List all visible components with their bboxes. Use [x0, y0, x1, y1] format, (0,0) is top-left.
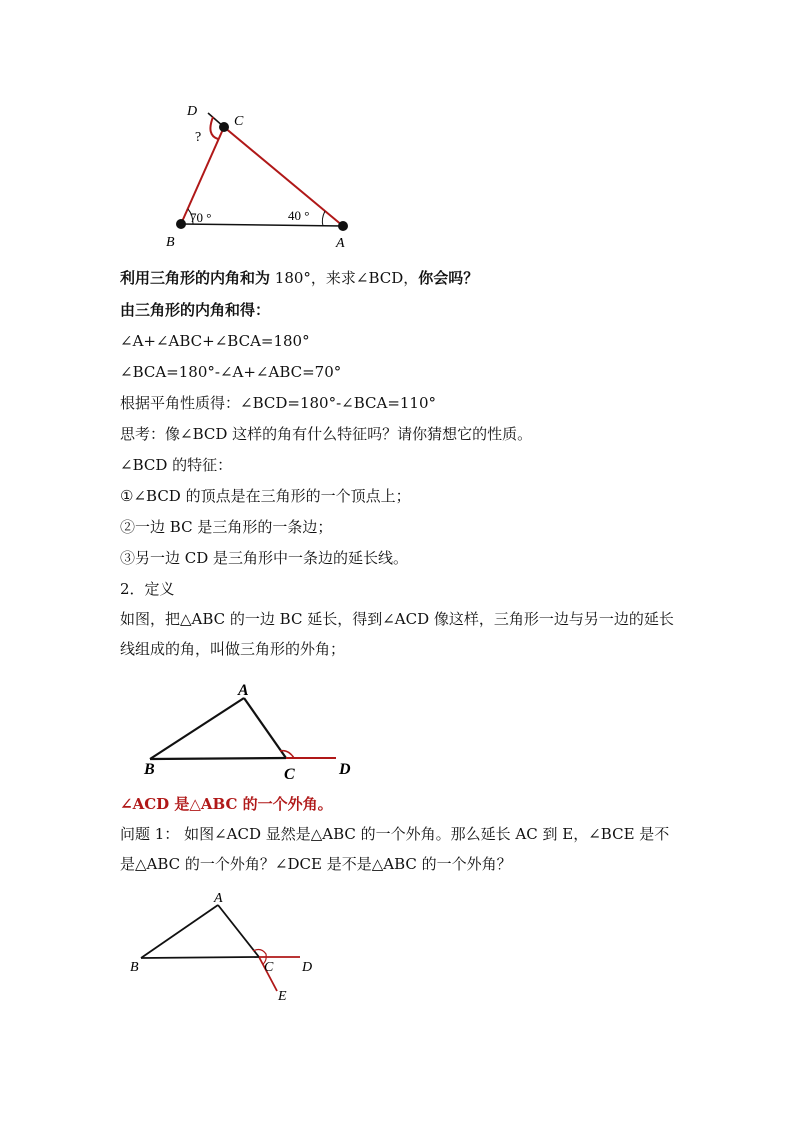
section-definition: 2．定义 — [120, 580, 175, 598]
feature-heading: ∠BCD 的特征： — [120, 456, 233, 474]
angle-arc-a — [322, 211, 325, 226]
label-angle-b: 70 ° — [190, 210, 212, 225]
think-prompt: 思考：像∠BCD 这样的角有什么特征吗？请你猜想它的性质。 — [120, 425, 533, 443]
label-angle-a: 40 ° — [288, 208, 310, 223]
feature-3: ③另一边 CD 是三角形中一条边的延长线。 — [120, 549, 409, 567]
exterior-angle-statement: ∠ACD 是△ABC 的一个外角。 — [120, 795, 333, 813]
vertex-c-dot — [219, 122, 229, 132]
label-question: ? — [195, 130, 202, 145]
triangle-figure-1 — [160, 95, 380, 255]
label-d: D — [187, 104, 198, 119]
problem-1: 问题 1： 如图∠ACD 显然是△ABC 的一个外角。那么延长 AC 到 E，∠BCE 是不是△ABC 的一个外角？∠DCE 是不是△ABC 的一个外角？ — [120, 825, 670, 873]
label-d: D — [339, 761, 351, 778]
feature-2: ②一边 BC 是三角形的一条边； — [120, 518, 333, 536]
feature-1: ①∠BCD 的顶点是在三角形的一个顶点上； — [120, 487, 411, 505]
question-bold-1: 利用三角形的内角和为 — [120, 269, 271, 287]
question-line — [120, 268, 478, 288]
label-e: E — [278, 989, 287, 1004]
equation-1: ∠A+∠ABC+∠BCA=180° — [120, 332, 310, 350]
label-c: C — [264, 960, 274, 975]
definition-paragraph: 如图，把△ABC 的一边 BC 延长，得到∠ACD 像这样，三角形一边与另一边的延长线组成的角，叫做三角形的外角； — [120, 610, 674, 658]
vertex-a-dot — [338, 221, 348, 231]
question-bold-2: 你会吗？ — [418, 269, 479, 287]
label-c: C — [234, 114, 244, 129]
segment-ba — [141, 905, 218, 958]
label-a: A — [238, 682, 249, 699]
segment-bc — [150, 758, 286, 759]
label-b: B — [130, 960, 139, 975]
label-b: B — [144, 761, 155, 778]
segment-ba — [150, 698, 244, 759]
triangle-figure-3 — [125, 888, 335, 1008]
label-a: A — [214, 891, 223, 906]
equation-2: ∠BCA=180°-∠A+∠ABC=70° — [120, 363, 342, 381]
vertex-b-dot — [176, 219, 186, 229]
label-a: A — [336, 236, 345, 251]
segment-ac — [244, 698, 286, 758]
label-b: B — [166, 235, 175, 250]
question-mid: 180°，来求∠BCD， — [270, 269, 419, 287]
segment-ac — [218, 905, 259, 957]
label-d: D — [302, 960, 313, 975]
equation-3: 根据平角性质得：∠BCD=180°-∠BCA=110° — [120, 394, 437, 412]
solution-heading: 由三角形的内角和得： — [120, 301, 271, 319]
triangle-figure-2 — [140, 680, 370, 785]
label-c: C — [284, 766, 295, 783]
segment-bc — [141, 957, 259, 958]
